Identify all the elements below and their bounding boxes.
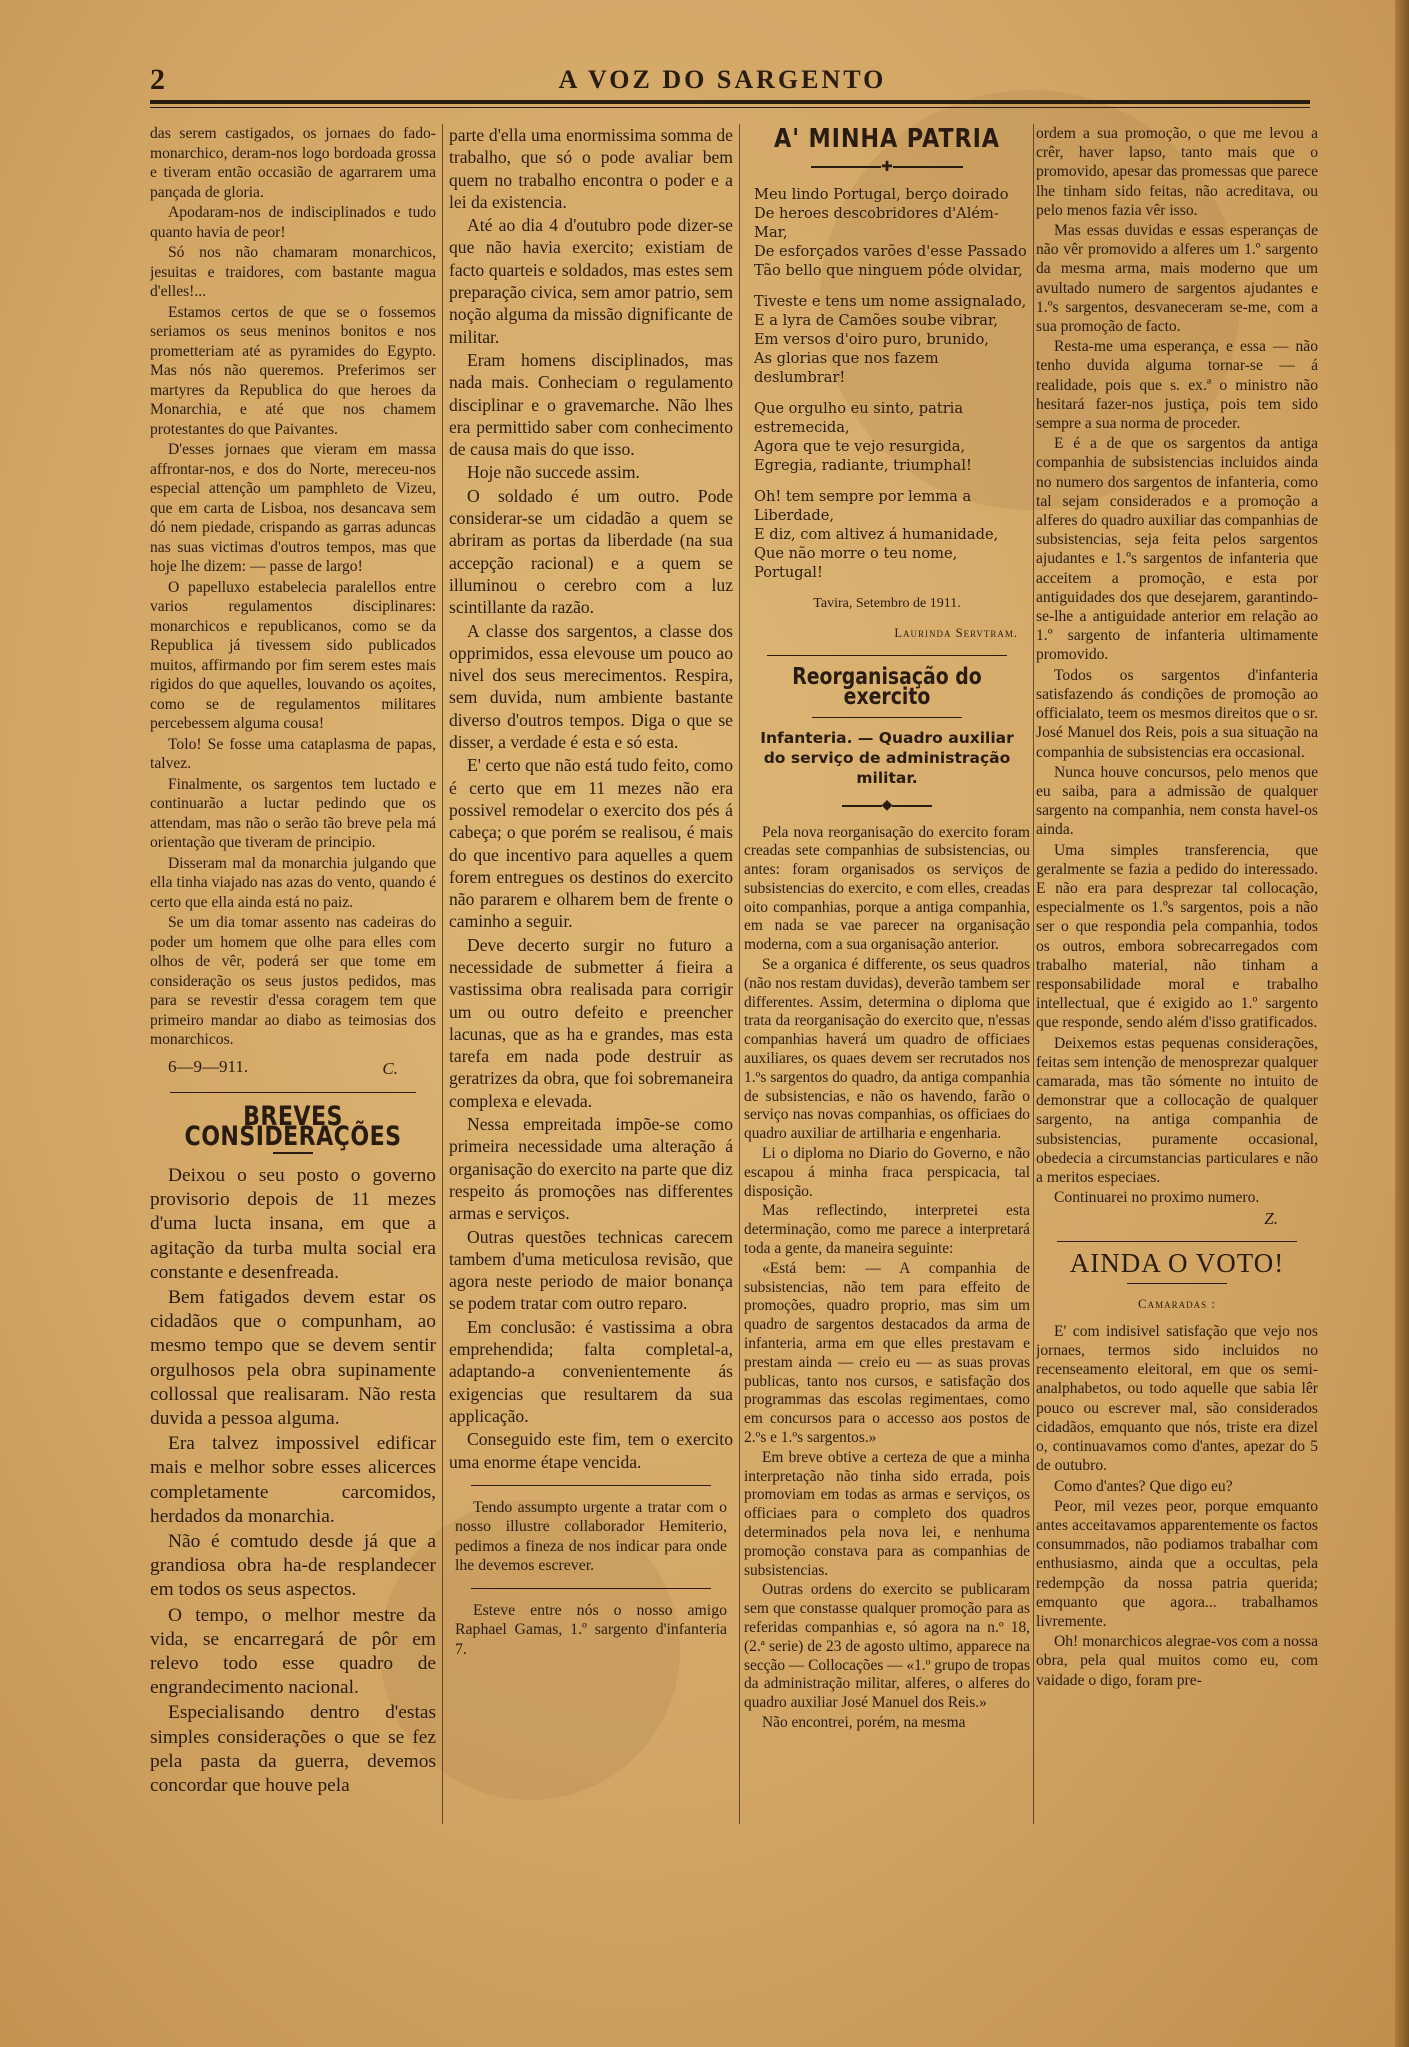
article-paragraph: Como d'antes? Que digo eu?	[1054, 1477, 1233, 1495]
article-paragraph: Li o diploma no Diario do Governo, e não escapou á minha fraca perspicacia, tal disposição.	[744, 1145, 1030, 1200]
article-paragraph: Mas reflectindo, interpretei esta determinação, como me parece a interpretará toda a gente, da maneira seguinte:	[744, 1202, 1030, 1258]
ornament-divider: ◆	[744, 796, 1030, 816]
poem-line: Que não morre o teu nome, Portugal!	[754, 545, 958, 581]
article-paragraph: Continuarei no proximo numero.	[1054, 1189, 1260, 1207]
notice-paragraph: Esteve entre nós o nosso amigo Raphael Gamas, 1.º sargento d'infanteria 7.	[455, 1601, 727, 1658]
poem-line: Em versos d'oiro puro, brunido,	[754, 331, 989, 348]
ornament-divider: ✚	[744, 158, 1030, 178]
article-paragraph: Deixemos estas pequenas considerações, feitas sem intenção de menosprezar qualquer camarada, mas tão sómente no intuito de demonstrar que a collocação de qualquer sargento, na antiga companhia de subsistencias, puramente occasional, obedecia a circumstancias particulares e não a meritos especiaes.	[1036, 1034, 1318, 1186]
column-1	[150, 124, 436, 2004]
poem-line: Tiveste e tens um nome assignalado,	[754, 293, 1027, 310]
poem-line: E a lyra de Camões soube vibrar,	[754, 312, 998, 329]
article-paragraph: E' certo que não está tudo feito, como é certo que em 11 mezes não era possivel remodelar o exercito dos pés á cabeça; o que porém se realisou, é mais do que incentivo para aquelles a quem forem entregues os destinos do exercito não pararem e olharem bem de frente o caminho a seguir.	[449, 755, 733, 932]
article-paragraph: Em breve obtive a certeza de que a minha interpretação não tinha sido errada, pois promoviam em todas as armas e serviços, os officiaes para o completo dos quadros determinados pela nova lei, e nenhuma promoção constava para as companhias de subsistencias.	[744, 1448, 1030, 1579]
article-paragraph: Apodaram-nos de indisciplinados e tudo quanto havia de peor!	[150, 204, 436, 241]
article-paragraph: Pela nova reorganisação do exercito foram creadas sete companhias de subsistencias, ou antes: foram organisados os serviços de subsistencias do exercito, e com elles, creadas oito companhias, porque a antiga companhia, em nada se vae parecer na organisação moderna, com a sua organisação anterior.	[744, 823, 1030, 954]
article-paragraph: parte d'ella uma enormissima somma de trabalho, que só o pode avaliar bem quem no trabalho encontra o poder e a lei da existencia.	[449, 125, 733, 212]
title-dash	[273, 1152, 313, 1154]
poem-line: E diz, com altivez á humanidade,	[754, 526, 999, 543]
article-paragraph: Hoje não succede assim.	[467, 462, 640, 483]
article-paragraph: Outras questões technicas carecem tambem d'uma meticulosa revisão, que agora neste periodo de maior bonança se podem tratar com outro reparo.	[449, 1226, 733, 1314]
article-paragraph: Resta-me uma esperança, e essa — não tenho duvida alguma tornar-se — á realidade, pois que s. ex.ª o ministro não hesitará fazer-nos justiça, pois tem sido sempre a sua norma de proceder.	[1036, 338, 1318, 433]
header-rule-thin	[150, 107, 1310, 108]
column-4	[1036, 124, 1318, 2004]
section-divider	[471, 1588, 711, 1589]
article-paragraph: Nessa empreitada impõe-se como primeira necessidade uma alteração á organisação do exercito na parte que diz respeito ás promoções nas differentes armas e serviços.	[449, 1114, 733, 1224]
column-2	[449, 124, 733, 2004]
article-paragraph: Não é comtudo desde já que a grandiosa obra ha-de resplandecer em todos os seus aspectos.	[150, 1531, 436, 1601]
poem-date: Tavira, Setembro de 1911.	[813, 596, 961, 611]
article-paragraph: Mas essas duvidas e essas esperanças de não vêr promovido a alferes um 1.º sargento da mesma arma, mais moderno que um avultado numero de sargentos ajudantes e 1.ºs sargentos, desvaneceram se-me, com a sua promoção de facto.	[1036, 222, 1318, 336]
article-paragraph: Se um dia tomar assento nas cadeiras do poder um homem que olhe para elles com olhos de vêr, poderá ser que tome em consideração os seus justos pedidos, mas para se revestir d'essa coragem tem que primeiro mandar ao diabo as teimosias dos monarchicos.	[150, 914, 436, 1048]
poem-line: Egregia, radiante, triumphal!	[754, 457, 972, 474]
section-divider	[767, 655, 1007, 656]
poem-line: Agora que te vejo resurgida,	[754, 438, 966, 455]
article-paragraph: das serem castigados, os jornaes do fado-monarchico, deram-nos logo bordoada grossa e tiveram então occasião de agarrarem uma pançada de gloria.	[150, 125, 436, 201]
poem-stanza	[754, 399, 1030, 475]
article-paragraph: Tolo! Se fosse uma cataplasma de papas, talvez.	[150, 735, 436, 772]
article-paragraph: Deixou o seu posto o governo provisorio depois de 11 mezes d'uma lucta insana, em que a agitação da turba multa social era constante e desenfreada.	[150, 1165, 436, 1283]
article-paragraph: Todos os sargentos d'infanteria satisfazendo ás condições de promoção ao officialato, teem os mesmos direitos que o sr. José Manuel dos Reis, pois a sua situação na companhia de subsistencias era occasional.	[1036, 666, 1318, 761]
title-rule	[812, 717, 962, 718]
notice-paragraph: Tendo assumpto urgente a tratar com o nosso illustre collaborador Hemiterio, pedimos a fineza de nos indicar para onde lhe devemos escrever.	[455, 1498, 727, 1575]
poem-stanza	[754, 185, 1030, 280]
article-paragraph: Não encontrei, porém, na mesma	[762, 1713, 966, 1731]
article-paragraph: Em conclusão: é vastissima a obra emprehendida; falta completal-a, adaptando-a convenientemente ás exigencias que resultarem da sua applicação.	[449, 1316, 733, 1426]
article-paragraph: Bem fatigados devem estar os cidadãos que o compunham, ao mesmo tempo que se devem sentir orgulhosos pela obra supinamente collossal que realisaram. Não resta duvida a pessoa alguma.	[150, 1287, 436, 1430]
masthead: A VOZ DO SARGENTO	[558, 65, 887, 94]
column-3	[744, 124, 1030, 2004]
section-divider	[170, 1092, 416, 1093]
article-paragraph: Deve decerto surgir no futuro a necessidade de submetter á fieira a vastissima obra realisada para corrigir um ou outro defeito e preencher lacunas, que as ha e grandes, mas esta tarefa em nada pode destruir as geratrizes da obra, que foi sobremaneira complexa e elevada.	[449, 934, 733, 1111]
article-paragraph: O tempo, o melhor mestre da vida, se encarregará de pôr em relevo todo esse quadro de engrandecimento nacional.	[150, 1604, 436, 1699]
title-rule	[1127, 1283, 1227, 1284]
article-paragraph: ordem a sua promoção, o que me levou a crêr, haver lapso, tanto mais que o promovido, apesar das promessas que parece lhe tinham sido feitas, não acreditava, ou pelo menos fazia vêr isso.	[1036, 125, 1318, 219]
article-paragraph: Oh! monarchicos alegrae-vos com a nossa obra, pela qual muitos como eu, com vaidade o digo, foram pre-	[1036, 1633, 1318, 1689]
article-subtitle: Infanteria. — Quadro auxiliar do serviço de administração militar.	[760, 729, 1014, 787]
article-paragraph: Até ao dia 4 d'outubro pode dizer-se que não havia exercito; existiam de facto quarteis e soldados, mas estes sem preparação civica, sem amor patrio, sem noção alguma da missão dignificante de militar.	[449, 215, 733, 347]
poem-author: Laurinda Servtram.	[894, 625, 1018, 640]
column-rule	[739, 124, 740, 1824]
article-signature: Z.	[1264, 1209, 1278, 1229]
salutation: Camaradas :	[1137, 1296, 1217, 1312]
article-paragraph: Uma simples transferencia, que geralmente se fazia a pedido do interessado. E não era para desprezar tal collocação, especialmente os 1.ºs sargentos, pois a não ser o que respondia pela companhia, todos os outros, embora sobrecarregados com trabalho material, não tinham a responsabilidade moral e trabalho intellectual, que é exigido ao 1.º sargento que responde, sendo além d'isso gratificados.	[1036, 841, 1318, 1032]
article-paragraph: Finalmente, os sargentos tem luctado e continuarão a luctar pedindo que os attendam, mas não o serão tão breve pela má orientação que tiveram de principio.	[150, 775, 436, 851]
poem-title: A' MINHA PATRIA	[774, 124, 1000, 154]
poem-line: Tão bello que ninguem póde olvidar,	[754, 262, 1023, 279]
section-divider	[471, 1485, 711, 1486]
article-paragraph: O papelluxo estabelecia paralellos entre varios regulamentos disciplinares: monarchicos e republicanos, como se da Republica já tivessem sido publicados muitos, affirmando por fim serem estes mais rigidos do que aquelles, louvando os açoites, como se de regulamentos militares percebessem alguma cousa!	[150, 578, 436, 732]
page-number: 2	[150, 63, 165, 96]
article-paragraph: E' com indisivel satisfação que vejo nos jornaes, termos sido incluidos no recenseamento eleitoral, em que os semi-analphabetos, ou todo aquelle que sabia lêr pouco ou escrever mal, são considerados cidadãos, emquanto que nós, triste era dizel o, continuavamos como d'antes, apezar do 5 de outubro.	[1036, 1322, 1318, 1475]
poem-stanza	[754, 292, 1030, 387]
article-paragraph: Peor, mil vezes peor, porque emquanto antes acceitavamos apparentemente os factos consummados, não podiamos trabalhar com enthusiasmo, ainda que a occultas, pela redempção da nossa patria querida; emquanto que agora... trabalhamos livremente.	[1036, 1497, 1318, 1630]
article-title: Reorganisação do exercito	[792, 664, 982, 710]
article-paragraph: Era talvez impossivel edificar mais e melhor sobre esses alicerces completamente carcomidos, herdados da monarchia.	[150, 1433, 436, 1527]
poem-line: De esforçados varões d'esse Passado	[754, 243, 1027, 260]
poem-line: Oh! tem sempre por lemma a Liberdade,	[754, 488, 972, 524]
section-divider	[1057, 1241, 1297, 1242]
article-paragraph: Conseguido este fim, tem o exercito uma enorme étape vencida.	[449, 1429, 733, 1472]
article-paragraph: «Está bem: — A companhia de subsistencias, não tem para effeito de promoções, quadro proprio, mas sim um quadro de sargentos destacados da arma de infanteria, arma em que elles prestavam e prestam ainda — creio eu — as suas provas publicas, tanto nos cursos, e satisfação dos programmas das escolas regimentaes, como em concursos para o accesso aos postos de 2.ºs e 1.ºs sargentos.»	[744, 1259, 1030, 1446]
article-paragraph: Estamos certos de que se o fossemos seriamos os seus meninos bonitos e nos prometteriam até as pyramides do Egypto. Mas nós não queremos. Preferimos ser martyres da Republica do que heroes da Monarchia, e até que nos chamem protestantes do que Paivantes.	[150, 303, 436, 438]
article-paragraph: Só nos não chamaram monarchicos, jesuitas e traidores, com bastante magua d'elles!...	[150, 244, 436, 300]
poem-stanza	[754, 487, 1030, 582]
article-paragraph: Disseram mal da monarchia julgando que ella tinha viajado nas azas do vento, quando é certo que ella ainda está no paiz.	[150, 854, 436, 911]
header-rule	[150, 100, 1310, 104]
page-header	[150, 62, 1310, 98]
article-paragraph: Nunca houve concursos, pelo menos que eu saiba, para a admissão de qualquer sargento na companhia, nem consta havel-os ainda.	[1036, 763, 1318, 839]
article-paragraph: D'esses jornaes que vieram em massa affrontar-nos, e dos do Norte, mereceu-nos especial attenção um pamphleto de Vizeu, que em carta de Lisboa, nos desancava sem dó nem piedade, crispando as garras aduncas nas suas victimas d'outros tempos, mas que hoje lhe dizem: — passe de largo!	[150, 441, 436, 575]
article-paragraph: Outras ordens do exercito se publicaram sem que constasse qualquer promoção para as referidas companhias e, só agora na n.º 18, (2.ª serie) de 23 de agosto ultimo, apparece na secção — Collocações — «1.º grupo de tropas da administração militar, alferes, o alferes do quadro auxiliar José Manuel dos Reis.»	[744, 1581, 1030, 1712]
poem-line: Que orgulho eu sinto, patria estremecida,	[754, 400, 964, 436]
page-edge-shadow	[1395, 0, 1409, 2047]
article-date: 6—9—911.	[168, 1056, 249, 1076]
article-title: BREVES CONSIDERAÇÕES	[184, 1101, 402, 1152]
article-paragraph: A classe dos sargentos, a classe dos opprimidos, essa elevouse um pouco ao nivel dos seus merecimentos. Respira, sem duvida, num ambiente bastante diverso d'outros tempos. Diga o que se disser, a verdade é esta e só esta.	[449, 620, 733, 753]
article-paragraph: E é a de que os sargentos da antiga companhia de subsistencias incluidos ainda no numero dos sargentos de infanteria, como tal sejam considerados e a promoção a alferes do quadro auxiliar das companhias de subsistencias, seja feita pelos sargentos ajudantes e 1.ºs sargentos de infanteria que acceitem a promoção, e esta por antiguidades dos que desejarem, garantindo-se-lhe a antiguidade anterior em relação ao 1.º sargento de infanteria ultimamente promovido.	[1036, 435, 1318, 664]
article-signature: C.	[382, 1058, 398, 1078]
article-paragraph: Eram homens disciplinados, mas nada mais. Conheciam o regulamento disciplinar e o gravemarche. Não lhes era permittido saber com conhecimento de causa mais do que isso.	[449, 349, 733, 460]
poem-line: De heroes descobridores d'Além-Mar,	[754, 205, 999, 241]
article-paragraph: Especialisando dentro d'estas simples considerações o que se fez pela pasta da guerra, devemos concordar que houve pela	[150, 1702, 436, 1797]
poem-line: Meu lindo Portugal, berço doirado	[754, 186, 1009, 203]
poem	[744, 185, 1030, 582]
poem-line: As glorias que nos fazem deslumbrar!	[754, 350, 939, 386]
column-rule	[1033, 124, 1034, 1824]
article-title: AINDA O VOTO!	[1069, 1247, 1285, 1278]
article-paragraph: O soldado é um outro. Pode considerar-se um cidadão a quem se abriram as portas da liberdade (na sua accepção racional) e a quem se illuminou o cerebro com a luz scintillante da razão.	[449, 485, 733, 618]
article-dateline	[150, 1051, 436, 1079]
column-rule	[442, 124, 443, 1824]
article-paragraph: Se a organica é differente, os seus quadros (não nos restam duvidas), deverão tambem ser differentes. Assim, determina o diploma que trata da reorganisação do exercito que, n'essas companhias haverá um quadro de officiaes auxiliares, os quaes devem ser recrutados nos 1.ºs sargentos do quadro, da antiga companhia de subsistencias, e não os havendo, farão o serviço nas novas companhias, os officiaes do quadro auxiliar de artilharia e engenharia.	[744, 956, 1030, 1143]
